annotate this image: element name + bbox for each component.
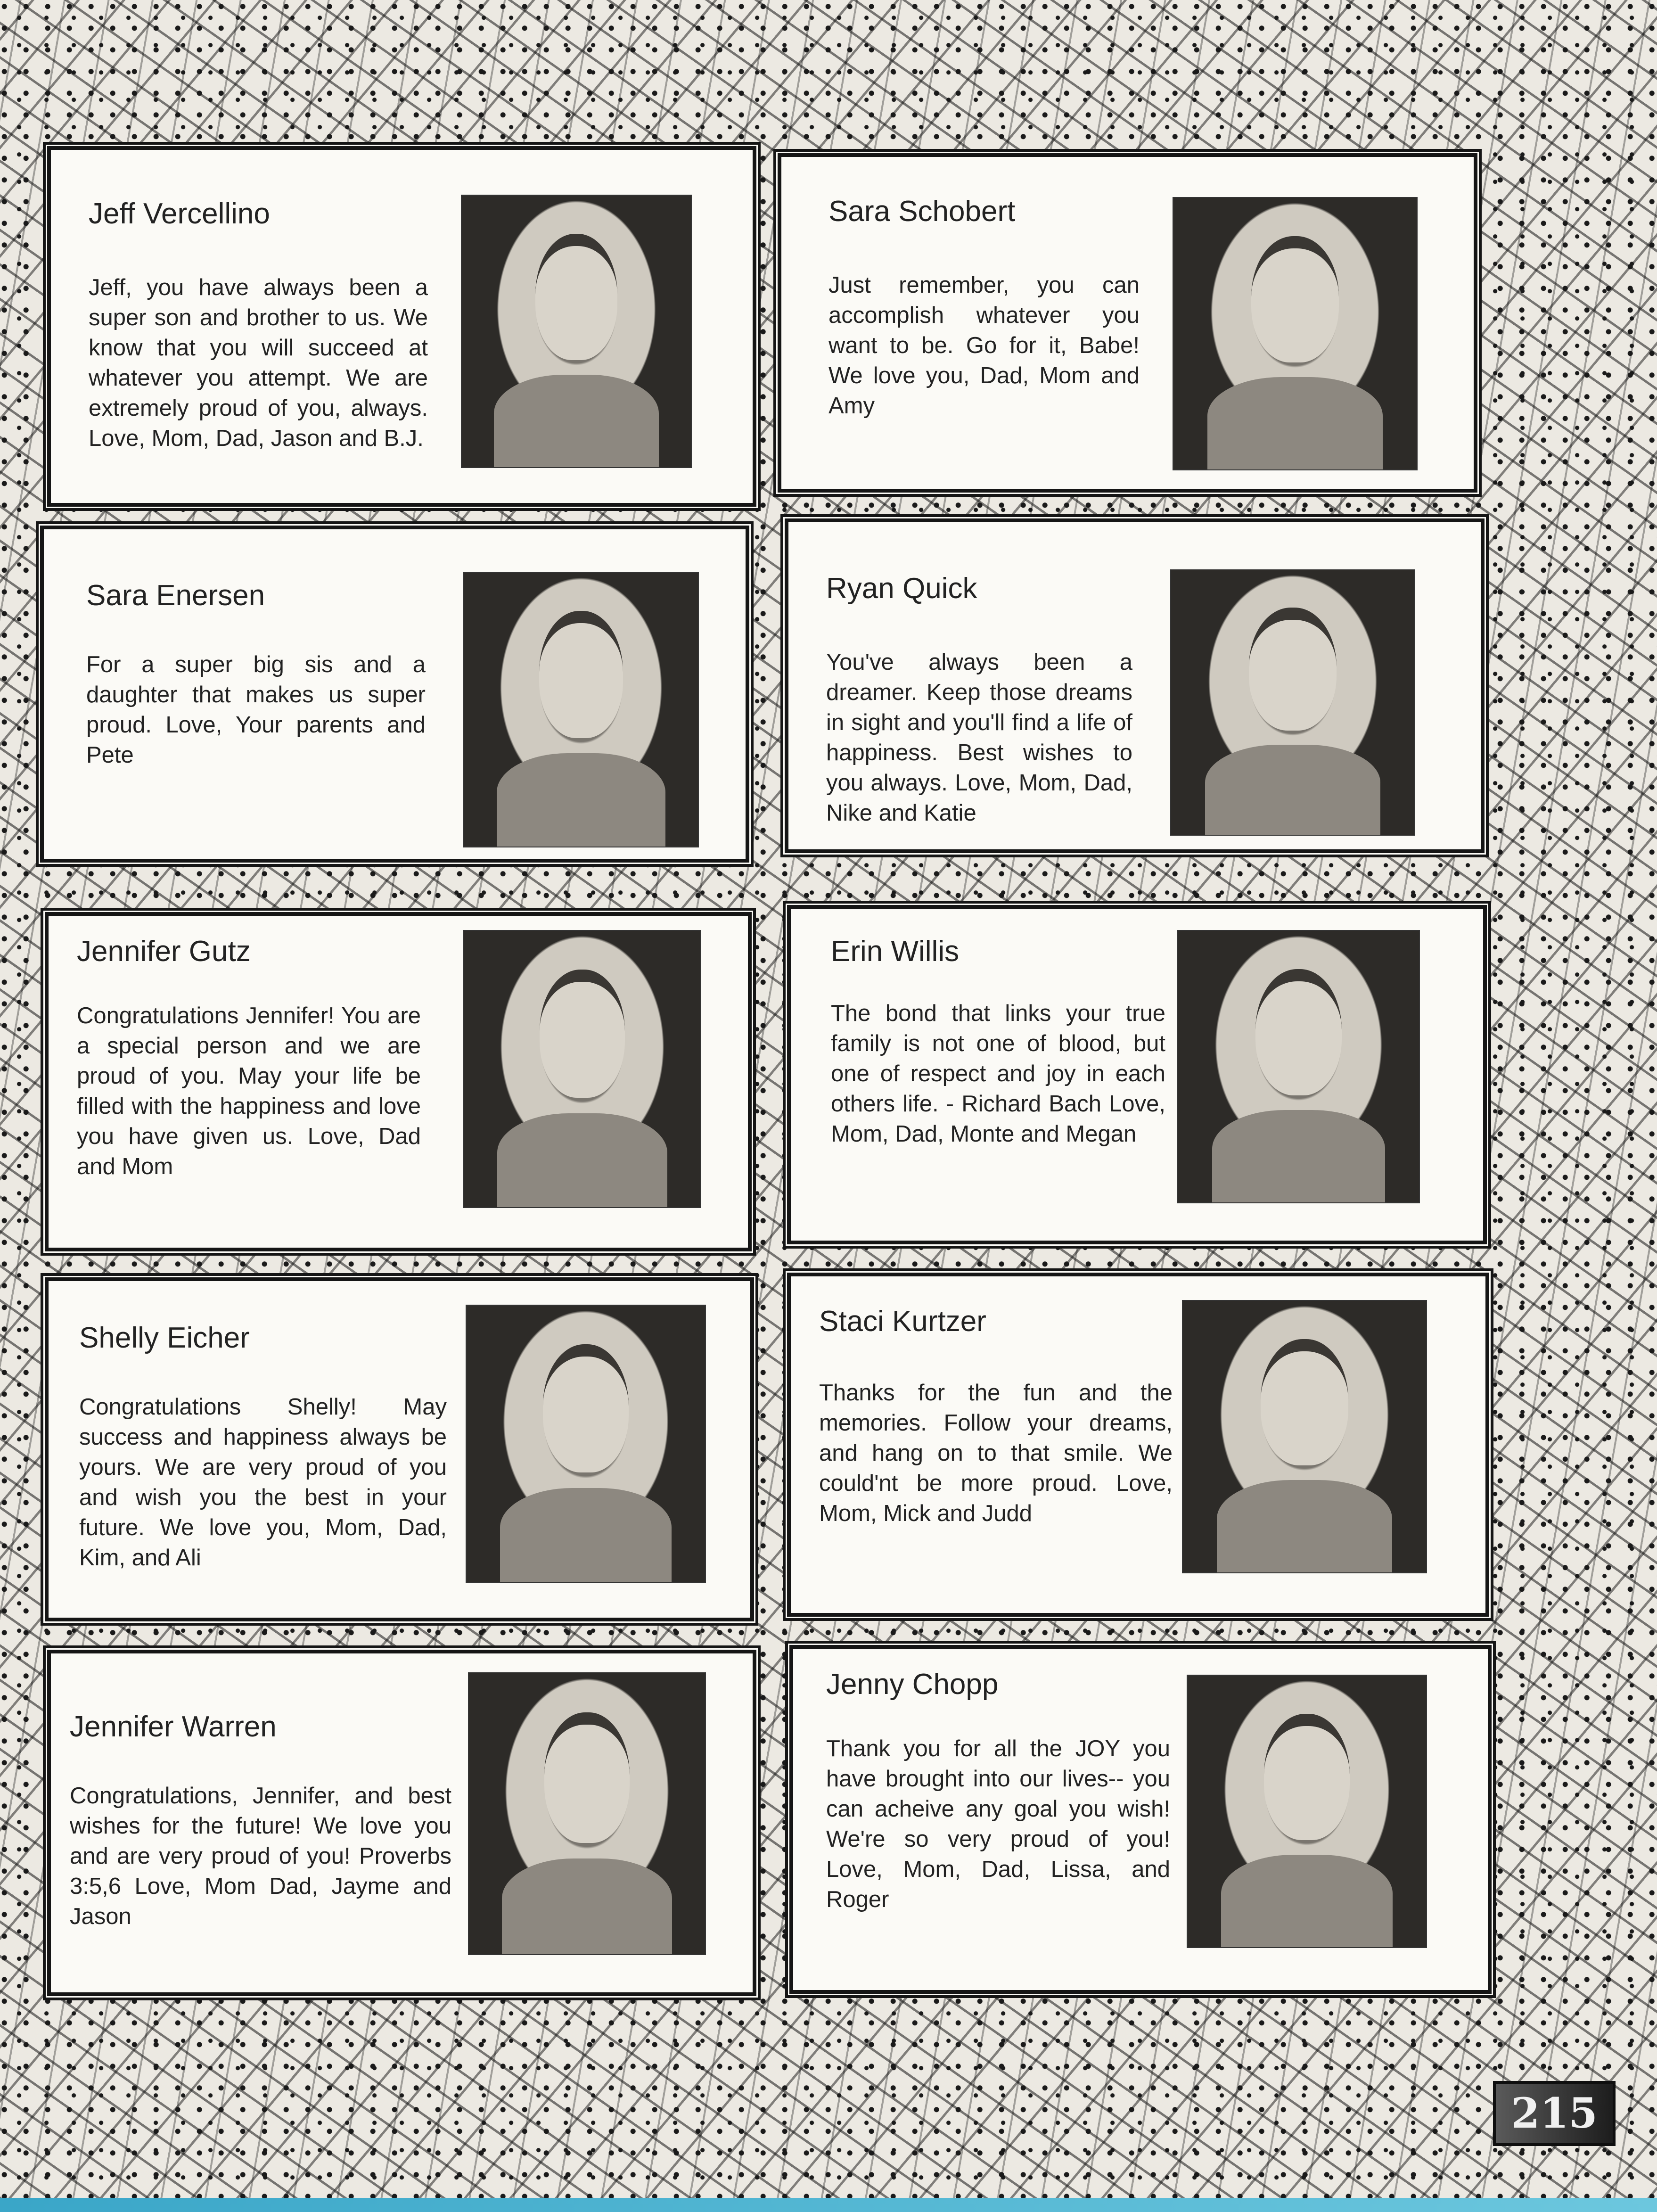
child-photo (463, 930, 701, 1208)
child-photo (461, 195, 692, 468)
ad-message: Jeff, you have always been a super son and brother to us. We know that you will succeed at whatever you attempt. We are extremely proud of you, always. Love, Mom, Dad, Jason and B.J. (89, 275, 428, 451)
ad-message: Just remember, you can accomplish whatever you want to be. Go for it, Babe! We love you, Dad, Mom and Amy (828, 272, 1140, 419)
child-photo (1187, 1675, 1427, 1948)
ad-card-1 (47, 146, 756, 507)
ad-name: Jeff Vercellino (89, 197, 270, 230)
child-photo (1177, 930, 1420, 1203)
ad-card-7 (45, 1277, 754, 1621)
ad-message: Thank you for all the JOY you have brought into our lives-- you can acheive any goal you wish! We're so very proud of you! Love, Mom, Dad, Lissa, and Roger (826, 1736, 1170, 1912)
ad-message: You've always been a dreamer. Keep those dreams in sight and you'll find a life of happiness. Best wishes to you always. Love, Mom, Dad, Nike and Katie (826, 650, 1132, 826)
child-photo (468, 1672, 706, 1955)
ad-name: Sara Schobert (828, 195, 1016, 228)
child-photo (463, 572, 699, 847)
ad-name: Erin Willis (831, 935, 960, 968)
page-number: 215 (1511, 2089, 1598, 2138)
ad-card-10 (789, 1645, 1492, 1994)
ad-name: Staci Kurtzer (819, 1305, 986, 1338)
ad-name: Jenny Chopp (826, 1668, 999, 1701)
ad-name: Ryan Quick (826, 572, 977, 605)
ad-name: Jennifer Warren (70, 1710, 277, 1743)
ad-card-5 (45, 912, 752, 1251)
child-photo (1182, 1300, 1427, 1573)
child-photo (466, 1305, 706, 1583)
ad-message: Congratulations, Jennifer, and best wishes for the future! We love you and are very proud of you! Proverbs 3:5,6 Love, Mom Dad, Jayme and Jason (70, 1783, 451, 1929)
ad-card-6 (787, 905, 1487, 1244)
ad-name: Jennifer Gutz (77, 935, 251, 968)
ad-card-4 (785, 518, 1485, 853)
ad-card-2 (778, 153, 1477, 493)
ad-message: Thanks for the fun and the memories. Follow your dreams, and hang on to that smile. We could'nt be more proud. Love, Mom, Mick and Judd (819, 1380, 1173, 1526)
ad-message: Congratulations Jennifer! You are a special person and we are proud of you. May your life be filled with the happiness and love you have given us. Love, Dad and Mom (77, 1003, 421, 1179)
child-photo (1170, 569, 1415, 836)
child-photo (1173, 197, 1418, 470)
ad-card-9 (47, 1650, 756, 1996)
ad-name: Shelly Eicher (79, 1322, 250, 1354)
ad-message: Congratulations Shelly! May success and happiness always be yours. We are very proud of you and wish you the best in your future. We love you, Mom, Dad, Kim, and Ali (79, 1394, 447, 1571)
ad-name: Sara Enersen (86, 579, 265, 612)
ad-message: For a super big sis and a daughter that makes us super proud. Love, Your parents and Pete (86, 652, 426, 768)
page-edge-strip (0, 2198, 1657, 2212)
ad-card-3 (40, 526, 749, 863)
ad-message: The bond that links your true family is not one of blood, but one of respect and joy in each others life. - Richard Bach Love, Mom, Dad, Monte and Megan (831, 1001, 1165, 1147)
ad-card-8 (787, 1273, 1489, 1617)
page-number-tab (1493, 2081, 1616, 2146)
